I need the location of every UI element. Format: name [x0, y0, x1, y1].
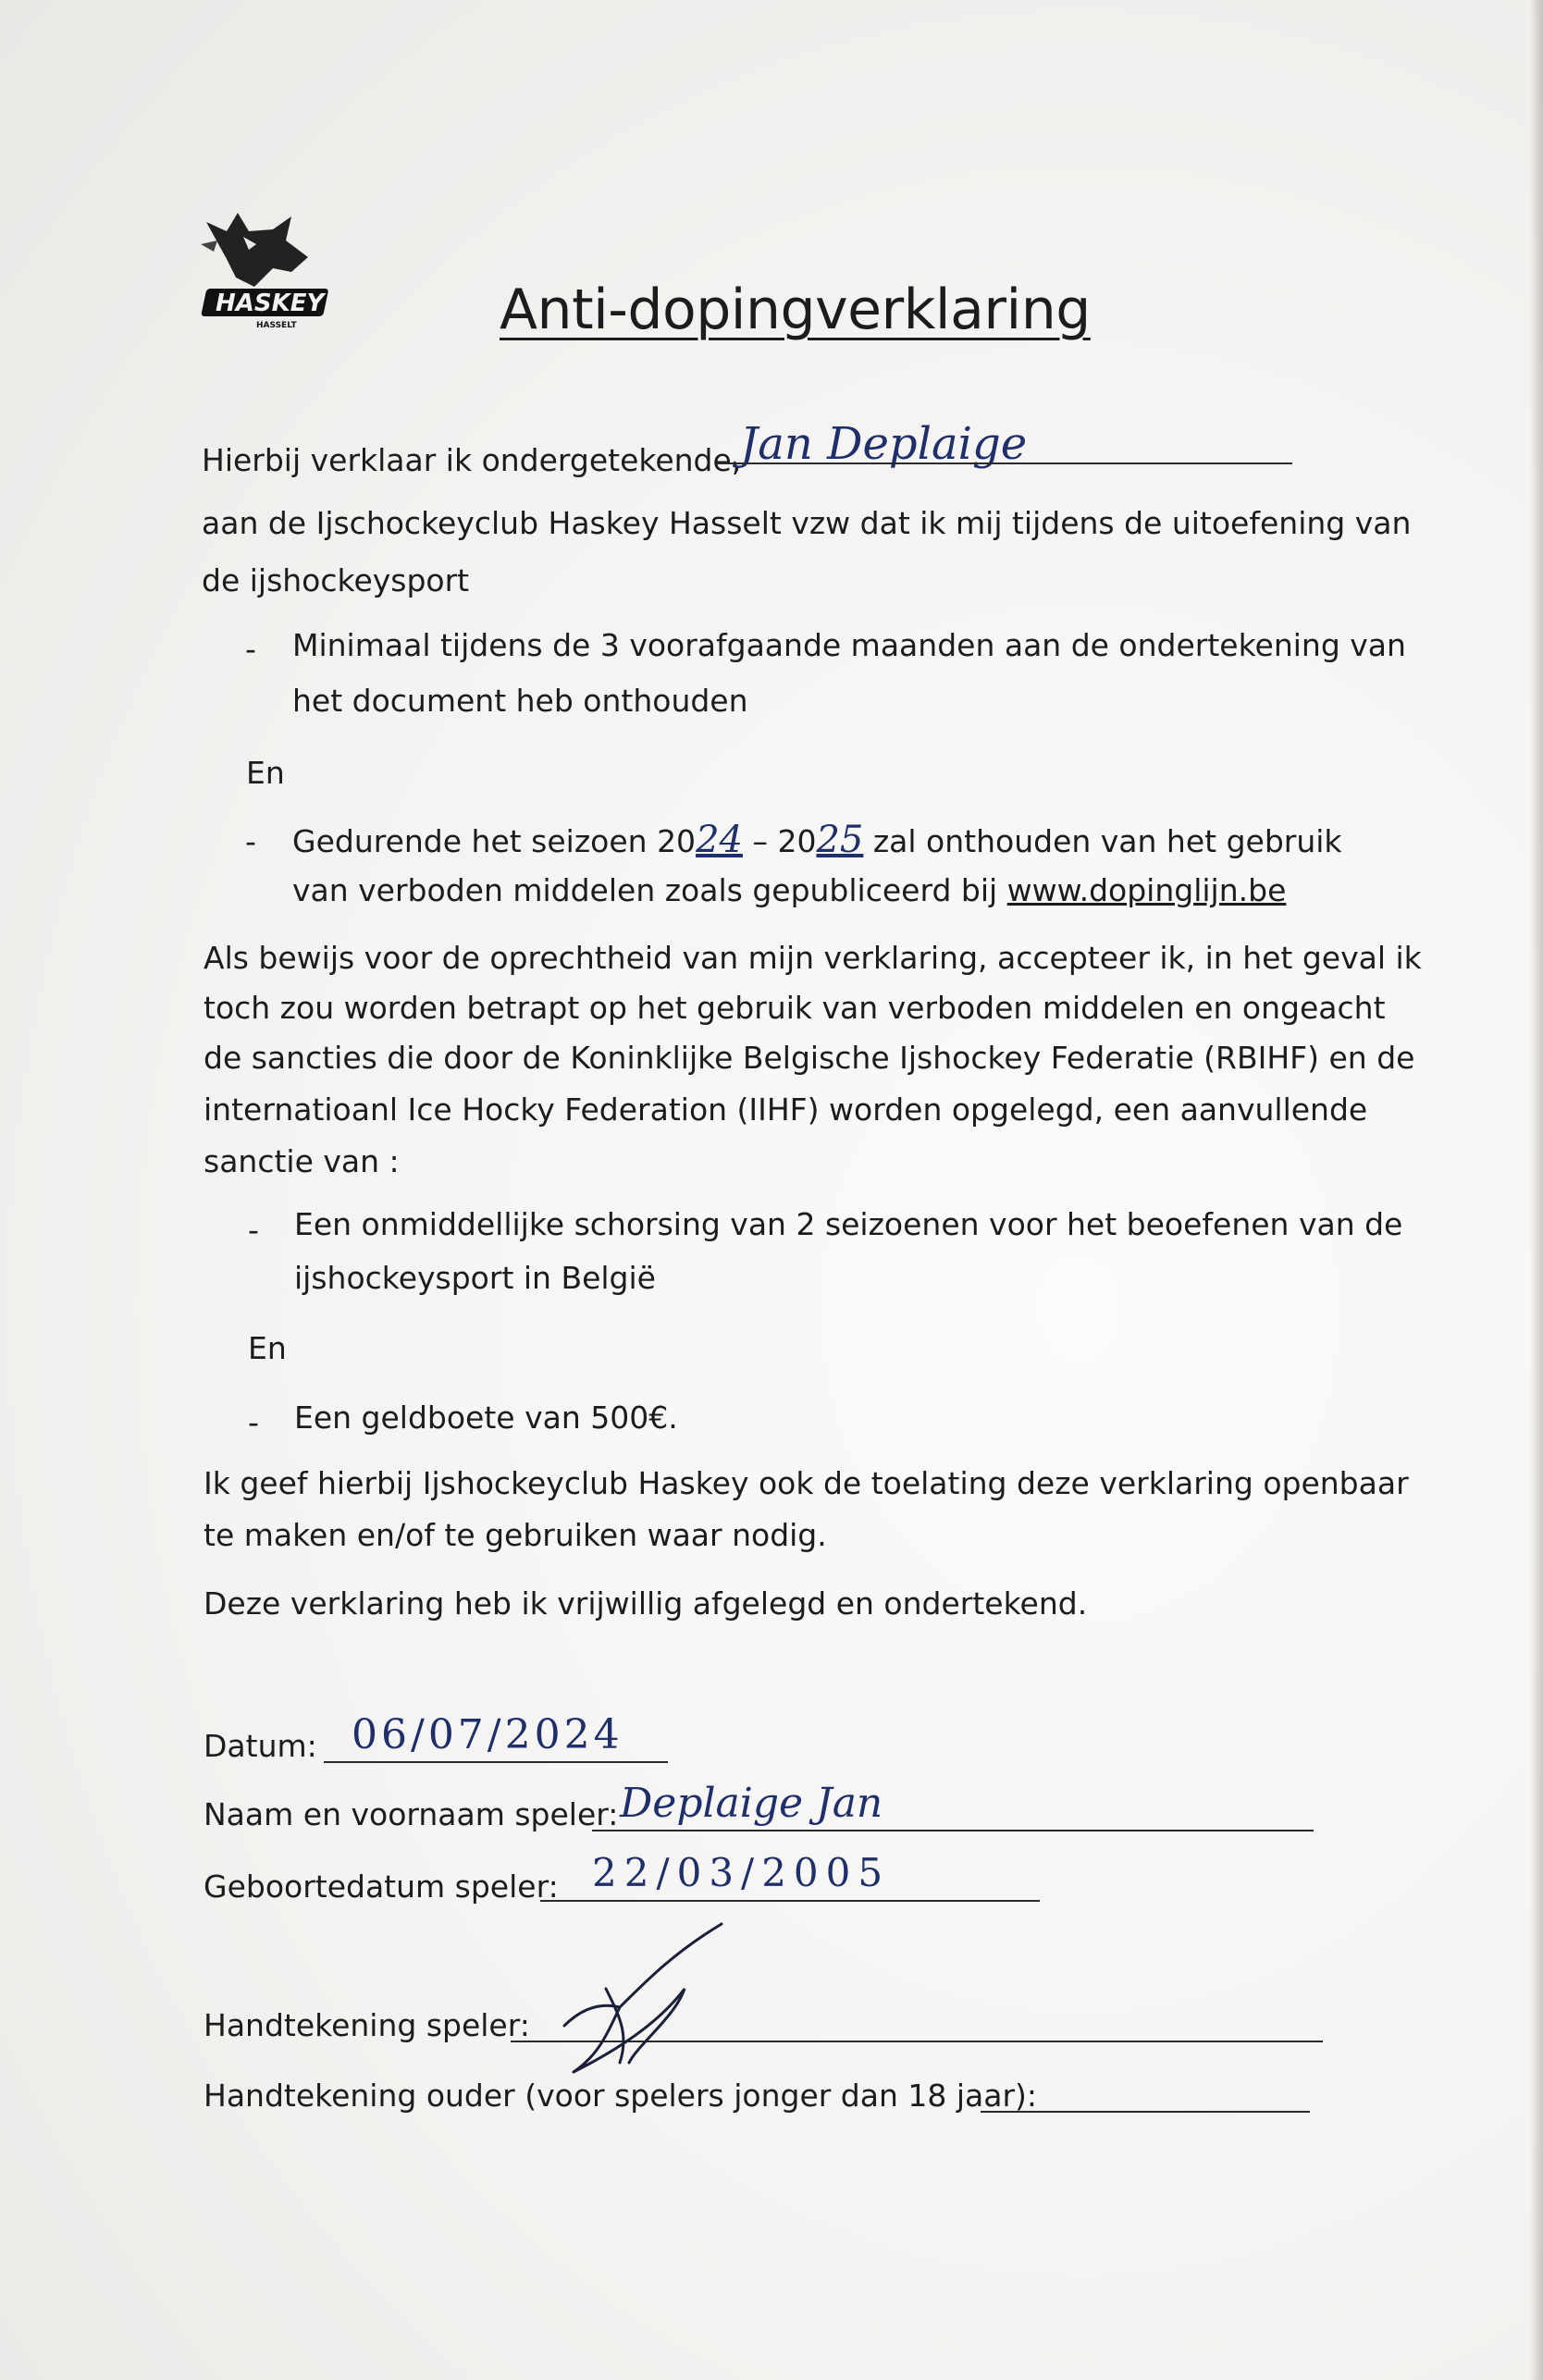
- handwritten-name: Jan Deplaige: [740, 418, 1028, 470]
- bullet2-line-2-prefix: van verboden middelen zoals gepubliceerd bij: [292, 872, 1007, 908]
- player-name-value: Deplaige Jan: [620, 1780, 883, 1827]
- dopinglijn-link[interactable]: www.dopinglijn.be: [1006, 872, 1287, 908]
- player-signature-label: Handtekening speler:: [204, 2007, 530, 2043]
- bullet1-line-2: het document heb onthouden: [292, 683, 748, 719]
- date-value: 06/07/2024: [352, 1711, 623, 1758]
- intro-line-2: de ijshockeysport: [202, 562, 470, 598]
- wolf-head-shape: [206, 213, 308, 287]
- logo-text: HASKEY: [216, 290, 325, 317]
- parent-signature-label: Handtekening ouder (voor spelers jonger dan 18 jaar):: [204, 2078, 1038, 2114]
- bullet2-line-2: [292, 865, 1286, 917]
- bullet3-line-1: Een onmiddellijke schorsing van 2 seizoenen voor het beoefenen van de: [294, 1206, 1403, 1242]
- bullet-dash: -: [248, 1404, 259, 1440]
- intro-line-1: aan de Ijschockeyclub Haskey Hasselt vzw dat ik mij tijdens de uitoefening van: [202, 505, 1412, 541]
- dob-line: [540, 1900, 1040, 1902]
- para-line-2: toch zou worden betrapt op het gebruik van verboden middelen en ongeacht: [204, 990, 1386, 1026]
- wolf-fang-shape: [201, 240, 217, 252]
- and-separator-2: En: [248, 1330, 287, 1366]
- name-signature-line: [717, 462, 1292, 464]
- and-separator-1: En: [246, 755, 285, 791]
- page-title: Anti-dopingverklaring: [500, 277, 1091, 342]
- para-line-3: de sancties die door de Koninklijke Belgische Ijshockey Federatie (RBIHF) en de: [204, 1040, 1415, 1076]
- bullet4-text: Een geldboete van 500€.: [294, 1400, 678, 1436]
- dob-label: Geboortedatum speler:: [204, 1868, 559, 1905]
- permission-line-1: Ik geef hierbij Ijshockeyclub Haskey ook de toelating deze verklaring openbaar: [204, 1465, 1409, 1501]
- para-line-5: sanctie van :: [204, 1143, 400, 1179]
- bullet1-line-1: Minimaal tijdens de 3 voorafgaande maanden aan de ondertekening van: [292, 627, 1406, 663]
- date-line: [324, 1761, 668, 1763]
- bullet-dash: -: [245, 823, 256, 859]
- player-name-line: [592, 1830, 1314, 1831]
- voluntary-statement: Deze verklaring heb ik vrijwillig afgelegd en ondertekend.: [204, 1585, 1088, 1622]
- intro-label: Hierbij verklaar ik ondergetekende,: [202, 442, 742, 478]
- bullet-dash: -: [248, 1212, 259, 1248]
- para-line-4: internatioanl Ice Hocky Federation (IIHF) worden opgelegd, een aanvullende: [204, 1091, 1368, 1128]
- parent-signature-line: [981, 2111, 1310, 2113]
- logo-subtext: HASSELT: [256, 321, 297, 330]
- bullet3-line-2: ijshockeysport in België: [294, 1260, 656, 1296]
- season-start-year: 24: [696, 819, 743, 861]
- bullet-dash: -: [245, 631, 256, 667]
- dob-value: 22/03/2005: [592, 1850, 891, 1895]
- season-text-prefix: Gedurende het seizoen 20: [292, 823, 697, 859]
- permission-line-2: te maken en/of te gebruiken waar nodig.: [204, 1517, 827, 1553]
- player-name-label: Naam en voornaam speler:: [204, 1796, 619, 1832]
- season-end-year: 25: [816, 819, 864, 861]
- signature-stroke: [564, 1924, 722, 2072]
- season-text-dash: – 20: [742, 823, 817, 859]
- bullet2-line-1: [292, 814, 1342, 868]
- para-line-1: Als bewijs voor de oprechtheid van mijn verklaring, accepteer ik, in het geval ik: [204, 940, 1422, 976]
- player-signature: [518, 1915, 740, 2081]
- season-text-suffix: zal onthouden van het gebruik: [863, 823, 1342, 859]
- date-label: Datum:: [204, 1728, 317, 1764]
- haskey-logo: [190, 203, 338, 333]
